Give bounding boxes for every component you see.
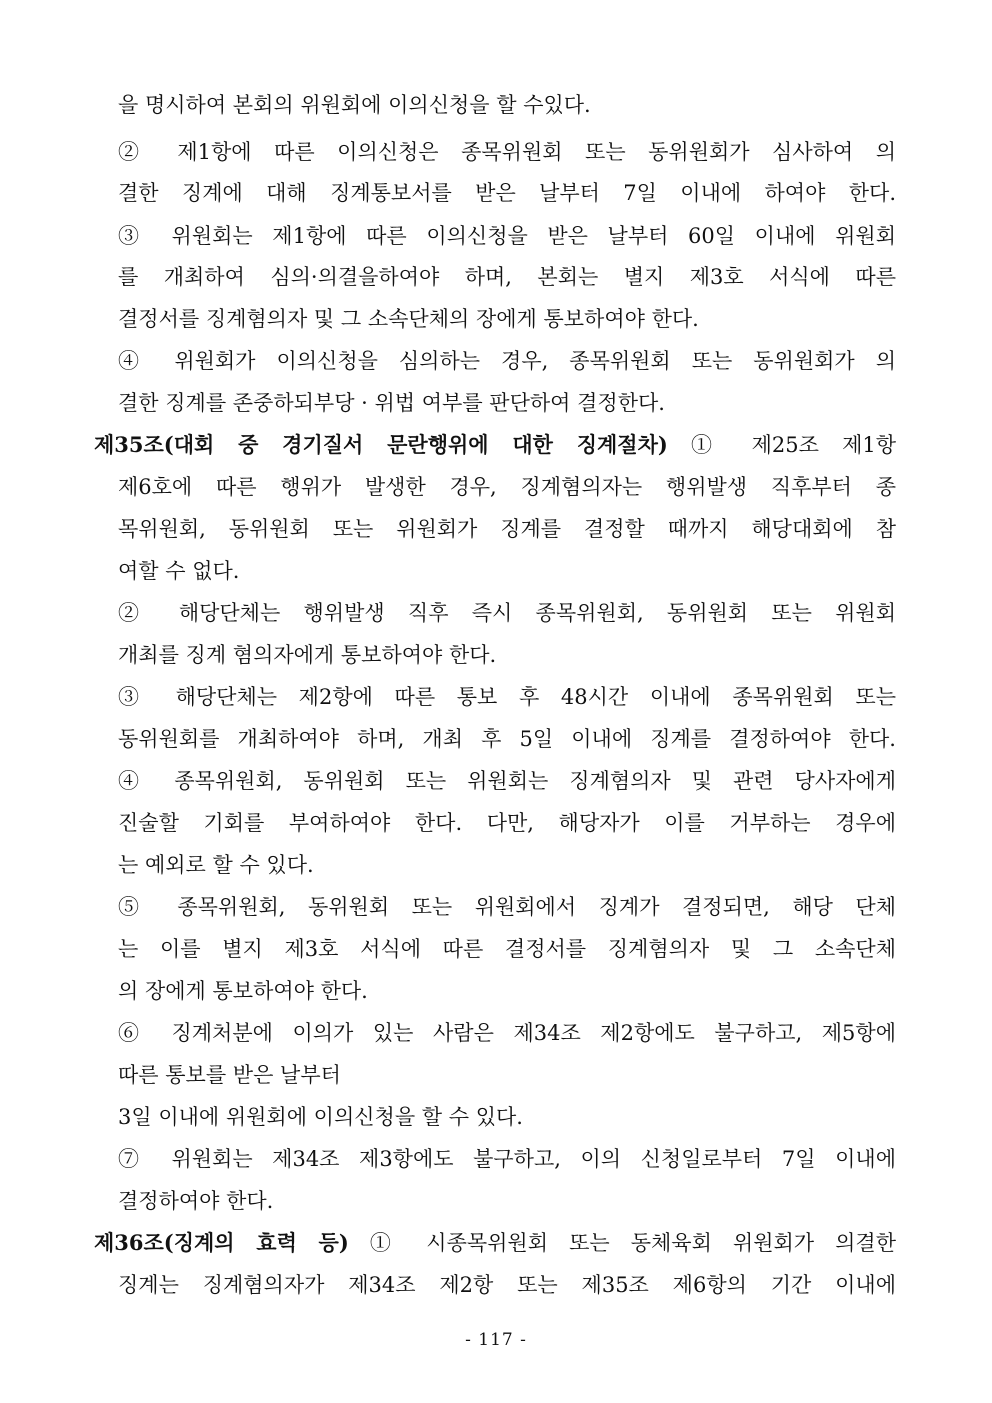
text-line: 결한 징계에 대해 징계통보서를 받은 날부터 7일 이내에 하여야 한다.: [118, 181, 896, 205]
text-line: ② 해당단체는 행위발생 직후 즉시 종목위원회, 동위원회 또는 위원회: [118, 601, 896, 625]
text-line: 따른 통보를 받은 날부터: [118, 1063, 341, 1087]
text-line: 를 개최하여 심의·의결을하여야 하며, 본회는 별지 제3호 서식에 따른: [118, 265, 896, 289]
text-line: ③ 위원회는 제1항에 따른 이의신청을 받은 날부터 60일 이내에 위원회: [118, 224, 896, 248]
text-line: 3일 이내에 위원회에 이의신청을 할 수 있다.: [118, 1105, 523, 1129]
text-line: 동위원회를 개최하여야 하며, 개최 후 5일 이내에 징계를 결정하여야 한다.: [118, 727, 896, 751]
text-line: 여할 수 없다.: [118, 559, 240, 583]
text-line: 개최를 징계 혐의자에게 통보하여야 한다.: [118, 643, 497, 667]
text-line: 제6호에 따른 행위가 발생한 경우, 징계혐의자는 행위발생 직후부터 종: [118, 475, 896, 499]
text-line: 결정서를 징계혐의자 및 그 소속단체의 장에게 통보하여야 한다.: [118, 307, 699, 331]
text-line: ② 제1항에 따른 이의신청은 종목위원회 또는 동위원회가 심사하여 의: [118, 140, 896, 164]
text-line: 는 예외로 할 수 있다.: [118, 853, 314, 877]
text-line: ⑦ 위원회는 제34조 제3항에도 불구하고, 이의 신청일로부터 7일 이내에: [118, 1147, 896, 1171]
text-line: 목위원회, 동위원회 또는 위원회가 징계를 결정할 때까지 해당대회에 참: [118, 517, 896, 541]
text-line: ④ 위원회가 이의신청을 심의하는 경우, 종목위원회 또는 동위원회가 의: [118, 349, 896, 373]
text-line: ⑤ 종목위원회, 동위원회 또는 위원회에서 징계가 결정되면, 해당 단체: [118, 895, 896, 919]
article-35-first-line: [94, 430, 896, 460]
page-number: - 117 -: [465, 1330, 527, 1350]
text-line: 을 명시하여 본회의 위원회에 이의신청을 할 수있다.: [118, 93, 591, 117]
text-line: 진술할 기회를 부여하여야 한다. 다만, 해당자가 이를 거부하는 경우에: [118, 811, 896, 835]
text-line: 징계는 징계혐의자가 제34조 제2항 또는 제35조 제6항의 기간 이내에: [118, 1273, 896, 1297]
article-36-first-line: [94, 1228, 896, 1258]
text-line: ③ 해당단체는 제2항에 따른 통보 후 48시간 이내에 종목위원회 또는: [118, 685, 896, 709]
text-line: 는 이를 별지 제3호 서식에 따른 결정서를 징계혐의자 및 그 소속단체: [118, 937, 896, 961]
text-line: ⑥ 징계처분에 이의가 있는 사람은 제34조 제2항에도 불구하고, 제5항에: [118, 1021, 896, 1045]
text-line: ④ 종목위원회, 동위원회 또는 위원회는 징계혐의자 및 관련 당사자에게: [118, 769, 896, 793]
text-line: 의 장에게 통보하여야 한다.: [118, 979, 368, 1003]
article-35-title: 제35조(대회 중 경기질서 문란행위에 대한 징계절차): [94, 432, 668, 457]
article-36-first-line-rest: ① 시종목위원회 또는 동체육회 위원회가 의결한: [369, 1231, 896, 1255]
article-35-first-line-rest: ① 제25조 제1항: [690, 433, 896, 457]
article-36-title: 제36조(징계의 효력 등): [94, 1230, 349, 1255]
text-line: 결한 징계를 존중하되부당 · 위법 여부를 판단하여 결정한다.: [118, 391, 665, 415]
text-line: 결정하여야 한다.: [118, 1189, 274, 1213]
